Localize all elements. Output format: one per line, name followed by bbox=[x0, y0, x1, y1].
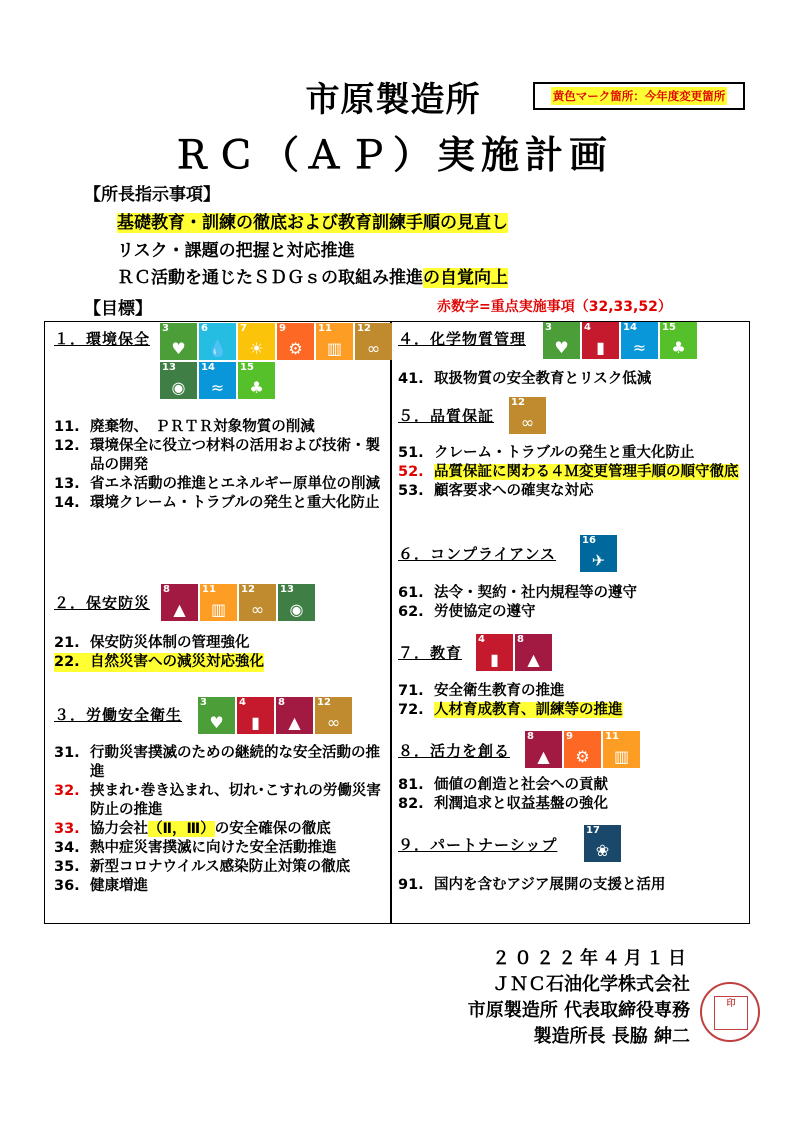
change-note-box bbox=[533, 82, 745, 110]
list-item: 72. 人材育成教育、訓練等の推進 bbox=[398, 702, 623, 718]
list-item: 13. 省エネ活動の推進とエネルギー原単位の削減 bbox=[54, 476, 380, 492]
page-title: 市原製造所 bbox=[305, 80, 481, 120]
page-subtitle: ＲＣ（ＡＰ）実施計画 bbox=[172, 133, 613, 177]
section-2-list bbox=[54, 634, 388, 672]
section-4-list bbox=[398, 370, 744, 389]
sdg9-icon: 9 ⚙ bbox=[564, 731, 601, 768]
list-item: 36. 健康増進 bbox=[54, 878, 148, 894]
section-5-list bbox=[398, 444, 744, 501]
list-item: 35. 新型コロナウイルス感染防止対策の徹底 bbox=[54, 859, 351, 875]
section-3-list bbox=[54, 744, 388, 896]
directive-1: 基礎教育・訓練の徹底および教育訓練手順の見直し bbox=[117, 213, 508, 233]
list-item: 12. 環境保全に役立つ材料の活用および技術・製品の開発 bbox=[54, 438, 380, 473]
section-title: ２．保安防災 bbox=[54, 594, 151, 612]
list-item: 51. クレーム・トラブルの発生と重大化防止 bbox=[398, 445, 695, 461]
section-1-list bbox=[54, 418, 388, 513]
list-item: 11. 廃棄物、 ＰＲＴＲ対象物質の削減 bbox=[54, 419, 315, 435]
list-item: 53. 顧客要求への確実な対応 bbox=[398, 483, 594, 499]
sdg6-icon: 6 💧 bbox=[199, 323, 236, 360]
section-7-list bbox=[398, 682, 744, 720]
sdg3-icon: 3 ♥ bbox=[198, 697, 235, 734]
section-title: ４．化学物質管理 bbox=[398, 330, 527, 348]
section-title: ９．パートナーシップ bbox=[398, 836, 558, 854]
list-item: 71. 安全衛生教育の推進 bbox=[398, 683, 565, 699]
column-divider bbox=[390, 321, 392, 924]
signer-name: 製造所長 長脇 紳二 bbox=[533, 1026, 690, 1047]
sdg12-icon: 12 ∞ bbox=[315, 697, 352, 734]
list-item: 61. 法令・契約・社内規程等の遵守 bbox=[398, 585, 637, 601]
list-item: 31. 行動災害撲滅のための継続的な安全活動の推進 bbox=[54, 745, 380, 780]
list-item: 91. 国内を含むアジア展開の支援と活用 bbox=[398, 877, 666, 893]
section-title: ７．教育 bbox=[398, 644, 463, 662]
sdg13-icon: 13 ◉ bbox=[160, 362, 197, 399]
directives-heading: 【所長指示事項】 bbox=[84, 185, 220, 205]
list-item: 82. 利潤追求と収益基盤の強化 bbox=[398, 796, 608, 812]
sdg14-icon: 14 ≈ bbox=[621, 322, 658, 359]
signer-role: 市原製造所 代表取締役専務 bbox=[467, 1000, 690, 1021]
section-8-list bbox=[398, 776, 744, 814]
company-name: ＪＮＣ石油化学株式会社 bbox=[492, 974, 690, 995]
sdg8-icon: 8 ▲ bbox=[161, 584, 198, 621]
sdg4-icon: 4 ▮ bbox=[237, 697, 274, 734]
sdg15-icon: 15 ♣ bbox=[660, 322, 697, 359]
sdg14-icon: 14 ≈ bbox=[199, 362, 236, 399]
list-item: 62. 労使協定の遵守 bbox=[398, 604, 536, 620]
change-note: 黄色マーク箇所：今年度変更箇所 bbox=[552, 89, 726, 103]
section-title: ５．品質保証 bbox=[398, 407, 495, 425]
sdg12-icon: 12 ∞ bbox=[509, 397, 546, 434]
list-item: 21. 保安防災体制の管理強化 bbox=[54, 635, 250, 651]
sdg-icons-s5 bbox=[509, 397, 546, 434]
sdg8-icon: 8 ▲ bbox=[515, 634, 552, 671]
sdg-icons-s6 bbox=[580, 535, 617, 572]
sdg9-icon: 9 ⚙ bbox=[277, 323, 314, 360]
list-item: 34. 熱中症災害撲滅に向けた安全活動推進 bbox=[54, 840, 337, 856]
list-item-priority: 52. 品質保証に関わる４Ｍ変更管理手順の順守徹底 bbox=[398, 464, 739, 480]
sdg11-icon: 11 ▥ bbox=[200, 584, 237, 621]
sdg8-icon: 8 ▲ bbox=[276, 697, 313, 734]
sdg15-icon: 15 ♣ bbox=[238, 362, 275, 399]
section-title: ８．活力を創る bbox=[398, 742, 511, 760]
list-item: 41. 取扱物質の安全教育とリスク低減 bbox=[398, 371, 652, 387]
goals-heading: 【目標】 bbox=[84, 299, 152, 319]
sdg-icons-s3 bbox=[198, 697, 352, 734]
priority-note: 赤数字=重点実施事項（32,33,52） bbox=[437, 299, 672, 315]
section-6-list bbox=[398, 584, 744, 622]
sdg-icons-s2 bbox=[161, 584, 315, 621]
sdg11-icon: 11 ▥ bbox=[603, 731, 640, 768]
sdg-icons-s1 bbox=[160, 323, 392, 399]
sdg7-icon: 7 ☀ bbox=[238, 323, 275, 360]
sdg8-icon: 8 ▲ bbox=[525, 731, 562, 768]
section-9-list bbox=[398, 876, 744, 895]
sdg3-icon: 3 ♥ bbox=[543, 322, 580, 359]
sdg16-icon: 16 ✈ bbox=[580, 535, 617, 572]
directive-2: リスク・課題の把握と対応推進 bbox=[117, 241, 355, 261]
list-item-priority: 33. 協力会社（Ⅱ，Ⅲ）の安全確保の徹底 bbox=[54, 821, 331, 837]
section-title: ３．労働安全衛生 bbox=[54, 706, 183, 724]
sdg-icons-s4 bbox=[543, 322, 697, 359]
directive-3: ＲＣ活動を通じたＳＤＧｓの取組み推進の自覚向上 bbox=[117, 268, 508, 288]
sdg-icons-s9 bbox=[584, 825, 621, 862]
issue-date: ２０２２年４月１日 bbox=[492, 948, 690, 969]
list-item: 14. 環境クレーム・トラブルの発生と重大化防止 bbox=[54, 495, 380, 511]
section-title: ６．コンプライアンス bbox=[398, 545, 557, 563]
list-item-priority: 32. 挟まれ･巻き込まれ、切れ･こすれの労働災害防止の推進 bbox=[54, 783, 381, 818]
section-title: １．環境保全 bbox=[54, 330, 151, 348]
sdg4-icon: 4 ▮ bbox=[582, 322, 619, 359]
sdg-icons-s8 bbox=[525, 731, 640, 768]
company-seal-icon: 印 bbox=[700, 982, 760, 1042]
sdg13-icon: 13 ◉ bbox=[278, 584, 315, 621]
sdg17-icon: 17 ❀ bbox=[584, 825, 621, 862]
sdg3-icon: 3 ♥ bbox=[160, 323, 197, 360]
sdg11-icon: 11 ▥ bbox=[316, 323, 353, 360]
list-item: 22. 自然災害への減災対応強化 bbox=[54, 654, 264, 670]
sdg-icons-s7 bbox=[476, 634, 552, 671]
sdg12-icon: 12 ∞ bbox=[355, 323, 392, 360]
sdg4-icon: 4 ▮ bbox=[476, 634, 513, 671]
list-item: 81. 価値の創造と社会への貢献 bbox=[398, 777, 608, 793]
sdg12-icon: 12 ∞ bbox=[239, 584, 276, 621]
